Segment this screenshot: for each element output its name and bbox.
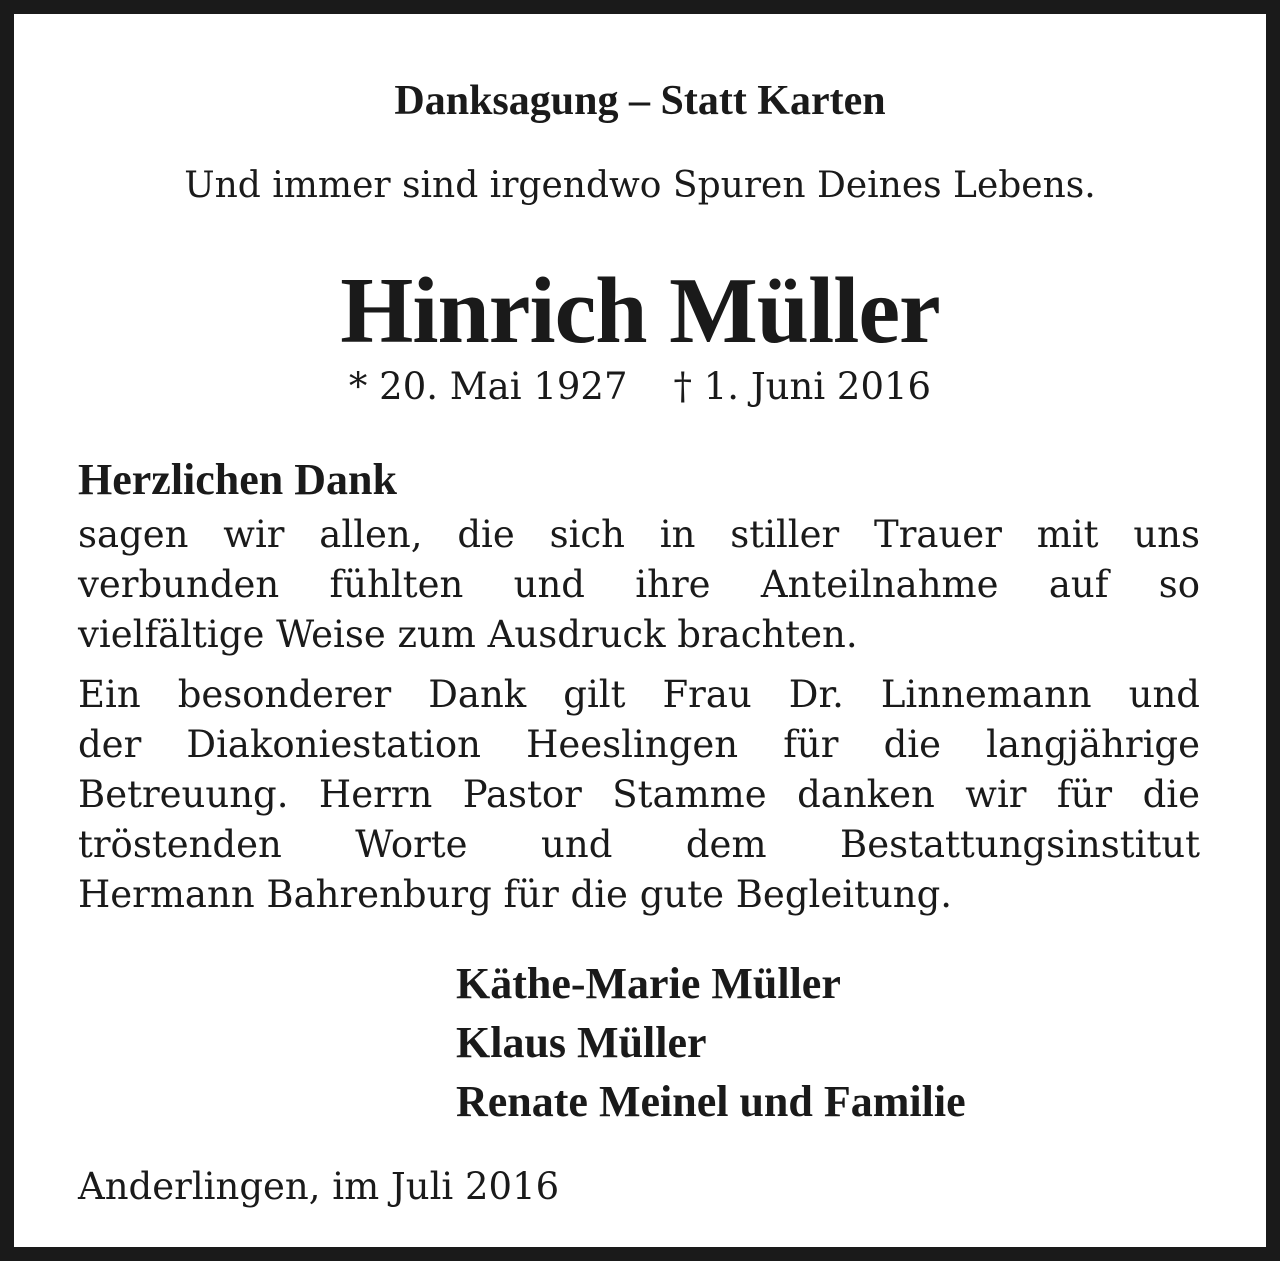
- signers-list: [456, 954, 966, 1131]
- thanks-paragraph-2: [78, 670, 1200, 920]
- paragraph-line: der Diakoniestation Heeslingen für die langjährige: [78, 723, 1200, 766]
- birth-date: * 20. Mai 1927: [348, 365, 628, 408]
- paragraph-line: tröstenden Worte und dem Bestattungsinstitut: [78, 823, 1200, 866]
- signer-name: Renate Meinel und Familie: [456, 1077, 966, 1126]
- thanks-paragraph-1: [78, 510, 1200, 660]
- life-dates: [14, 364, 1266, 410]
- death-date: † 1. Juni 2016: [673, 365, 932, 408]
- paragraph-line: vielfältige Weise zum Ausdruck brachten.: [78, 613, 858, 656]
- paragraph-line: Ein besonderer Dank gilt Frau Dr. Linnemann und: [78, 673, 1200, 716]
- paragraph-line: Hermann Bahrenburg für die gute Begleitung.: [78, 873, 953, 916]
- deceased-name: Hinrich Müller: [340, 259, 940, 363]
- thanks-heading: Herzlichen Dank: [78, 455, 397, 504]
- notice-header: Danksagung – Statt Karten: [394, 78, 886, 124]
- paragraph-line: verbunden fühlten und ihre Anteilnahme auf so: [78, 563, 1200, 606]
- motto-line: Und immer sind irgendwo Spuren Deines Lebens.: [184, 165, 1096, 206]
- signer-name: Käthe-Marie Müller: [456, 959, 841, 1008]
- paragraph-line: Betreuung. Herrn Pastor Stamme danken wir für die: [78, 773, 1200, 816]
- paragraph-line: sagen wir allen, die sich in stiller Trauer mit uns: [78, 513, 1200, 556]
- signer-name: Klaus Müller: [456, 1018, 707, 1067]
- place-and-date: Anderlingen, im Juli 2016: [78, 1165, 560, 1208]
